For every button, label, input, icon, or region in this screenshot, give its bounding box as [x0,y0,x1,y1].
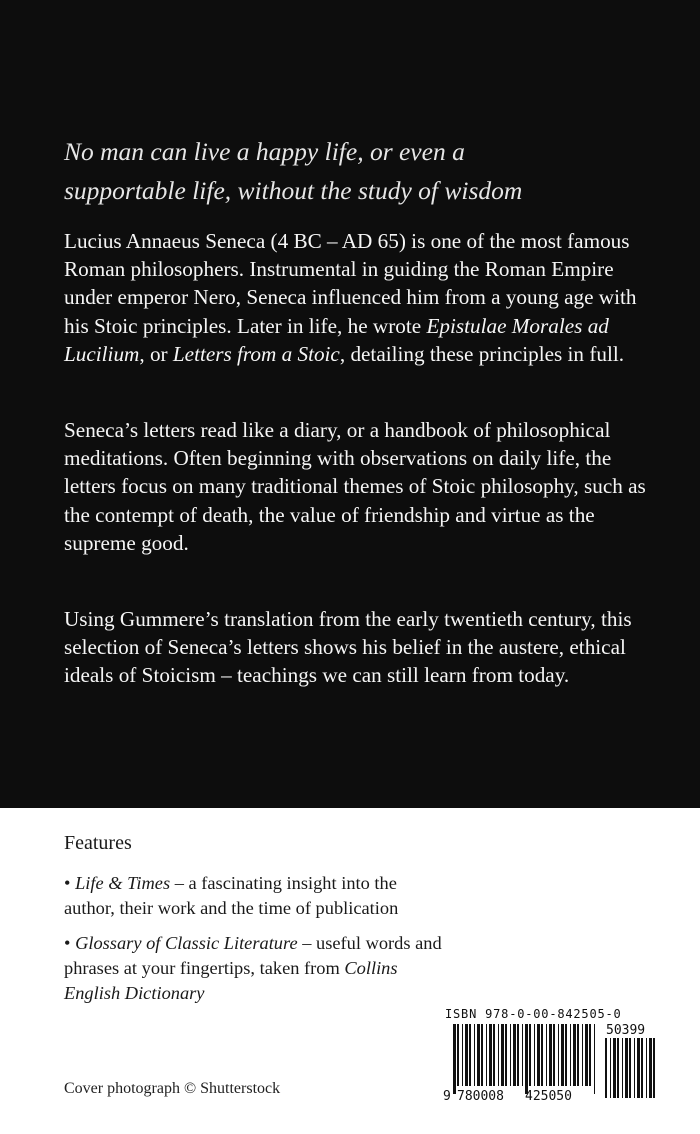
barcode-bar [513,1024,516,1086]
barcode-bar [493,1024,495,1086]
barcode-bar [534,1024,535,1086]
addon-digits: 50399 [606,1023,646,1038]
barcode-bar [505,1024,507,1086]
features-panel [0,808,700,1134]
addon-barcode-bars [605,1038,655,1098]
barcode-bar [546,1024,547,1086]
barcode-bar [646,1038,647,1098]
feature-item-life-and-times [64,871,444,921]
barcode-bar [453,1024,456,1094]
barcode-bar [625,1038,628,1098]
barcode-bar [582,1024,583,1086]
bullet: • [64,873,71,893]
barcode-bar [522,1024,523,1086]
paragraph-intro [64,227,664,368]
barcode-bar [634,1038,635,1098]
ean13-barcode [441,1022,601,1104]
barcode-bar [474,1024,475,1086]
feature-description: – a fascinating insight into the author, their work and the time of publication [64,873,399,918]
barcode-bar [653,1038,655,1098]
quote-line-2: supportable life, without the study of wisdom [64,176,523,205]
barcode-bar [558,1024,559,1086]
photo-credit: Cover photograph © Shutterstock [64,1080,281,1097]
barcode-digits-right: 425050 [525,1089,572,1104]
addon-barcode [603,1022,659,1104]
title-epistulae: Epistulae Morales ad Lucilium [64,313,609,366]
barcode-bar [541,1024,543,1086]
quote-line-1: No man can live a happy life, or even a [64,137,465,166]
feature-name: Life & Times [75,873,171,893]
barcode-bar [510,1024,511,1086]
epigraph-quote [64,132,664,210]
title-letters-from-a-stoic: Letters from a Stoic [172,341,340,366]
barcode-bar [617,1038,619,1098]
barcode-bar [501,1024,504,1086]
barcode-bar [537,1024,540,1086]
barcode-bar [589,1024,591,1086]
barcode-bar [481,1024,483,1086]
barcode-bar [517,1024,519,1086]
barcode-lead-digit: 9 [443,1089,451,1104]
bullet: • [64,933,71,953]
barcode-bar [549,1024,552,1086]
barcode-bar [577,1024,579,1086]
barcode-bar [553,1024,555,1086]
barcode-digits-left: 780008 [457,1089,504,1104]
barcode-bar [489,1024,492,1086]
barcode-bar [498,1024,499,1086]
barcode-bar [486,1024,487,1086]
dictionary-name: Collins English Dictionary [64,958,398,1003]
features-heading: Features [64,832,132,854]
feature-item-glossary [64,931,444,1006]
barcode-bar [529,1024,531,1086]
paragraph-intro-text-2: , or [139,341,173,366]
barcode-bar [649,1038,652,1098]
feature-name: Glossary of Classic Literature [75,933,298,953]
barcode-bar [610,1038,611,1098]
isbn-label: ISBN 978-0-00-842505-0 [445,1007,622,1021]
barcode-bar [561,1024,564,1086]
barcode-bar [622,1038,623,1098]
barcode-bars [453,1024,595,1094]
paragraph-intro-text-3: , detailing these principles in full. [339,341,625,366]
barcode-bar [594,1024,595,1094]
barcode-bar [641,1038,643,1098]
barcode-bar [469,1024,471,1086]
barcode-bar [525,1024,528,1094]
barcode-bar [457,1024,459,1086]
barcode-bar [629,1038,631,1098]
barcode-bar [605,1038,607,1098]
feature-description: – useful words and phrases at your fingertips, taken from [64,933,442,978]
barcode-bar [573,1024,576,1086]
barcode-bar [462,1024,463,1086]
barcode-bar [637,1038,640,1098]
barcode-bar [570,1024,571,1086]
barcode-bar [613,1038,616,1098]
barcode-bar [477,1024,480,1086]
paragraph-letters: Seneca’s letters read like a diary, or a handbook of philosophical meditations. Often beginning with observations on daily life, the letters focus on many traditional themes of Stoic philosophy, such as the contempt of death, the value of friendship and virtue as the supreme good. [64,418,646,555]
paragraph-translation: Using Gummere’s translation from the early twentieth century, this selection of Seneca’s letters shows his belief in the austere, ethical ideals of Stoicism – teachings we can still learn from today. [64,607,632,688]
barcode-bar [565,1024,567,1086]
barcode-bar [465,1024,468,1086]
paragraph-intro-text-1: Lucius Annaeus Seneca (4 BC – AD 65) is one of the most famous Roman philosophers. Instrumental in guiding the Roman Empire under emperor Nero, Seneca influenced him from a young age with his Stoic principles. Later in life, he wrote [64,229,637,338]
barcode-bar [585,1024,588,1086]
